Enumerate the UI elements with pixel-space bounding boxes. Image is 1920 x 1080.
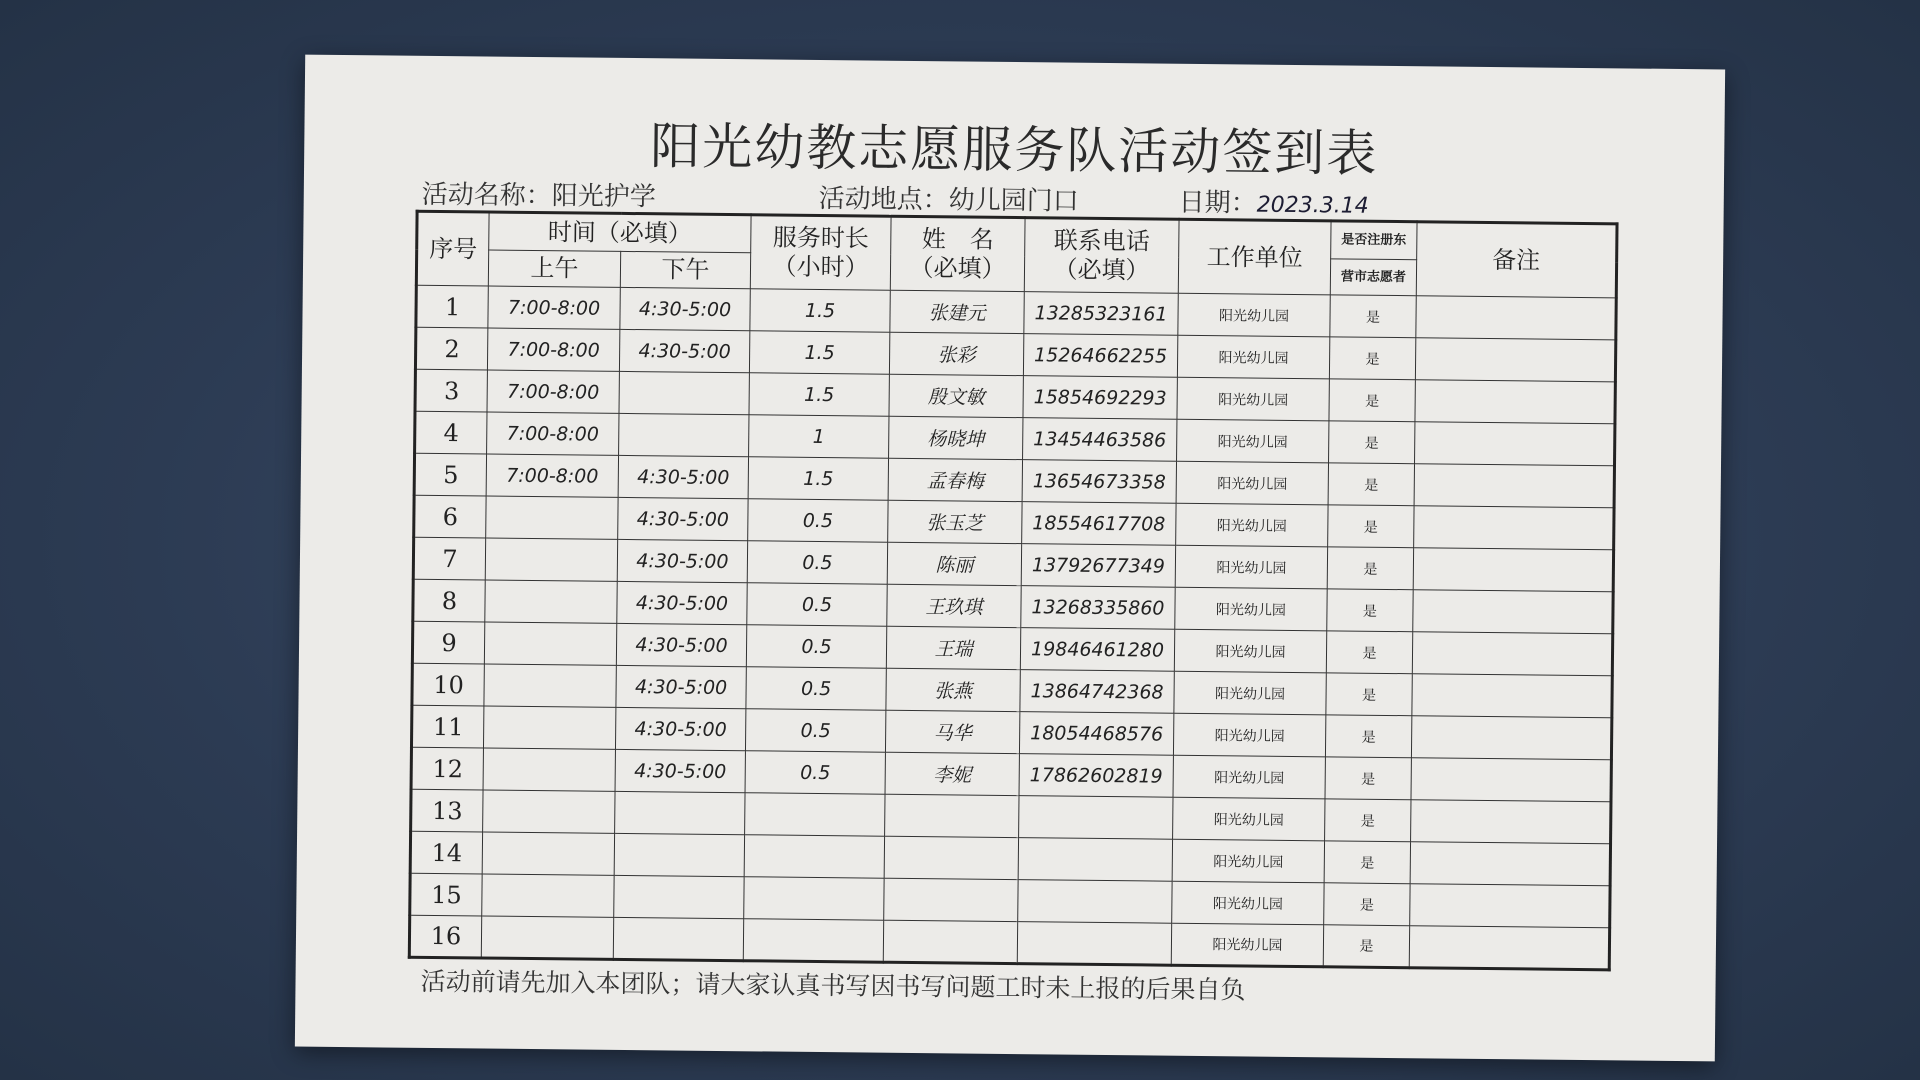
cell-remark xyxy=(1412,674,1612,718)
cell-service-hours: 0.5 xyxy=(745,709,885,752)
cell-registered: 是 xyxy=(1328,463,1414,506)
cell-service-hours: 1 xyxy=(749,415,889,458)
cell-phone: 13792677349 xyxy=(1021,544,1175,588)
cell-registered: 是 xyxy=(1328,505,1414,548)
cell-phone: 18054468576 xyxy=(1019,712,1173,756)
cell-am-time xyxy=(483,790,615,833)
cell-service-hours: 1.5 xyxy=(748,457,888,500)
row-number: 11 xyxy=(411,705,483,748)
cell-unit: 阳光幼儿园 xyxy=(1173,797,1325,841)
row-number: 10 xyxy=(412,663,484,706)
cell-pm-time: 4:30-5:00 xyxy=(620,287,750,330)
cell-service-hours: 0.5 xyxy=(746,667,886,710)
header-registered-line2: 营市志愿者 xyxy=(1330,259,1416,296)
cell-name xyxy=(884,836,1018,879)
cell-unit: 阳光幼儿园 xyxy=(1177,419,1329,463)
cell-pm-time xyxy=(615,791,745,834)
header-unit: 工作单位 xyxy=(1178,219,1331,295)
cell-name: 马华 xyxy=(885,710,1019,753)
activity-location-field xyxy=(819,178,1079,218)
cell-am-time xyxy=(482,832,614,875)
cell-name: 孟春梅 xyxy=(888,458,1022,501)
cell-name: 张彩 xyxy=(889,332,1023,375)
cell-service-hours: 0.5 xyxy=(748,499,888,542)
cell-registered: 是 xyxy=(1324,883,1410,926)
cell-unit: 阳光幼儿园 xyxy=(1176,503,1328,547)
cell-remark xyxy=(1413,590,1613,634)
cell-am-time: 7:00-8:00 xyxy=(487,328,619,371)
cell-am-time xyxy=(485,580,617,623)
row-number: 8 xyxy=(413,579,485,622)
cell-pm-time: 4:30-5:00 xyxy=(616,623,746,666)
cell-service-hours: 0.5 xyxy=(745,751,885,794)
cell-service-hours: 0.5 xyxy=(746,625,886,668)
cell-service-hours: 0.5 xyxy=(747,541,887,584)
cell-registered: 是 xyxy=(1329,379,1415,422)
activity-name-label: 活动名称： xyxy=(421,179,552,212)
sign-in-table xyxy=(408,210,1619,972)
cell-am-time: 7:00-8:00 xyxy=(487,370,619,413)
cell-am-time: 7:00-8:00 xyxy=(488,286,620,329)
cell-remark xyxy=(1411,800,1611,844)
cell-am-time xyxy=(483,706,615,749)
cell-pm-time xyxy=(613,917,743,960)
row-number: 6 xyxy=(414,495,486,538)
cell-name: 张玉芝 xyxy=(888,500,1022,543)
header-phone-line1: 联系电话 xyxy=(1053,226,1150,256)
cell-pm-time xyxy=(614,833,744,876)
cell-remark xyxy=(1410,842,1610,886)
cell-name: 王瑞 xyxy=(886,626,1020,669)
row-number: 1 xyxy=(416,285,488,328)
row-number: 2 xyxy=(415,327,487,370)
cell-phone: 13454463586 xyxy=(1023,418,1177,462)
table-body xyxy=(409,285,1616,970)
cell-registered: 是 xyxy=(1329,337,1415,380)
header-duration-line1: 服务时长 xyxy=(772,223,869,253)
cell-unit: 阳光幼儿园 xyxy=(1174,671,1326,715)
cell-name xyxy=(883,920,1017,963)
cell-phone xyxy=(1019,796,1173,840)
row-number: 13 xyxy=(411,789,483,832)
activity-location-value: 幼儿园门口 xyxy=(948,185,1079,217)
cell-unit: 阳光幼儿园 xyxy=(1175,545,1327,589)
cell-am-time xyxy=(486,496,618,539)
cell-registered: 是 xyxy=(1323,925,1409,968)
row-number: 12 xyxy=(411,747,483,790)
cell-unit: 阳光幼儿园 xyxy=(1177,335,1329,379)
header-name xyxy=(890,216,1025,291)
cell-remark xyxy=(1414,464,1614,508)
cell-am-time xyxy=(484,664,616,707)
cell-remark xyxy=(1409,926,1609,970)
activity-name-field xyxy=(422,174,656,213)
cell-pm-time xyxy=(619,371,749,414)
cell-phone: 18554617708 xyxy=(1022,502,1176,546)
cell-phone: 13864742368 xyxy=(1020,670,1174,714)
header-phone xyxy=(1024,218,1179,294)
header-registered-line1: 是否注册东 xyxy=(1331,221,1417,260)
cell-registered: 是 xyxy=(1325,757,1411,800)
row-number: 7 xyxy=(413,537,485,580)
sheet-title: 阳光幼教志愿服务队活动签到表 xyxy=(649,117,1379,183)
cell-pm-time xyxy=(614,875,744,918)
cell-name: 杨晓坤 xyxy=(889,416,1023,459)
cell-phone xyxy=(1017,922,1171,966)
cell-name: 殷文敏 xyxy=(889,374,1023,417)
cell-unit: 阳光幼儿园 xyxy=(1171,923,1323,967)
cell-am-time: 7:00-8:00 xyxy=(487,412,619,455)
header-seq: 序号 xyxy=(416,211,489,286)
cell-am-time xyxy=(484,622,616,665)
header-name-line2: （必填） xyxy=(909,253,1006,283)
cell-phone: 13268335860 xyxy=(1021,586,1175,630)
row-number: 9 xyxy=(412,621,484,664)
cell-unit: 阳光幼儿园 xyxy=(1178,293,1330,337)
header-name-line1: 姓 名 xyxy=(921,225,994,255)
cell-registered: 是 xyxy=(1326,631,1412,674)
cell-pm-time: 4:30-5:00 xyxy=(618,455,748,498)
header-duration-line2: （小时） xyxy=(772,252,869,282)
row-number: 14 xyxy=(410,831,482,874)
cell-name: 张建元 xyxy=(890,290,1024,333)
cell-registered: 是 xyxy=(1327,589,1413,632)
row-number: 5 xyxy=(414,453,486,496)
cell-remark xyxy=(1415,338,1615,382)
cell-registered: 是 xyxy=(1325,799,1411,842)
cell-service-hours: 1.5 xyxy=(750,289,890,332)
cell-service-hours: 1.5 xyxy=(749,331,889,374)
cell-remark xyxy=(1411,758,1611,802)
row-number: 15 xyxy=(410,873,482,916)
cell-service-hours: 1.5 xyxy=(749,373,889,416)
cell-pm-time: 4:30-5:00 xyxy=(616,665,746,708)
header-remark: 备注 xyxy=(1416,222,1617,298)
cell-phone xyxy=(1018,880,1172,924)
cell-registered: 是 xyxy=(1326,673,1412,716)
cell-unit: 阳光幼儿园 xyxy=(1173,713,1325,757)
activity-date-label: 日期： xyxy=(1178,187,1257,219)
cell-service-hours xyxy=(743,919,883,962)
cell-name: 张燕 xyxy=(886,668,1020,711)
cell-remark xyxy=(1415,380,1615,424)
cell-am-time xyxy=(481,916,613,959)
row-number: 16 xyxy=(409,915,481,958)
cell-pm-time: 4:30-5:00 xyxy=(615,749,745,792)
cell-unit: 阳光幼儿园 xyxy=(1174,629,1326,673)
activity-date-field xyxy=(1179,182,1369,221)
cell-phone: 15264662255 xyxy=(1023,334,1177,378)
cell-name xyxy=(885,794,1019,837)
cell-service-hours xyxy=(744,835,884,878)
header-duration xyxy=(750,215,891,290)
cell-remark xyxy=(1413,548,1613,592)
cell-phone: 17862602819 xyxy=(1019,754,1173,798)
cell-unit: 阳光幼儿园 xyxy=(1177,377,1329,421)
cell-remark xyxy=(1415,422,1615,466)
cell-am-time: 7:00-8:00 xyxy=(486,454,618,497)
cell-name: 陈丽 xyxy=(887,542,1021,585)
cell-phone: 13654673358 xyxy=(1022,460,1176,504)
cell-unit: 阳光幼儿园 xyxy=(1175,587,1327,631)
cell-remark xyxy=(1416,296,1616,340)
cell-name xyxy=(884,878,1018,921)
cell-phone: 19846461280 xyxy=(1020,628,1174,672)
row-number: 4 xyxy=(415,411,487,454)
cell-phone: 13285323161 xyxy=(1024,292,1178,336)
cell-pm-time: 4:30-5:00 xyxy=(615,707,745,750)
sign-in-sheet xyxy=(295,55,1725,1062)
footer-note: 活动前请先加入本团队；请大家认真书写因书写问题工时未上报的后果自负 xyxy=(420,966,1246,1005)
cell-name: 王玖琪 xyxy=(887,584,1021,627)
cell-unit: 阳光幼儿园 xyxy=(1176,461,1328,505)
cell-service-hours: 0.5 xyxy=(747,583,887,626)
cell-remark xyxy=(1414,506,1614,550)
activity-name-value: 阳光护学 xyxy=(551,181,656,213)
cell-service-hours xyxy=(744,877,884,920)
cell-unit: 阳光幼儿园 xyxy=(1172,839,1324,883)
activity-location-label: 活动地点： xyxy=(818,183,949,216)
header-pm: 下午 xyxy=(620,251,750,288)
cell-remark xyxy=(1410,884,1610,928)
row-number: 3 xyxy=(415,369,487,412)
cell-phone xyxy=(1018,838,1172,882)
cell-am-time xyxy=(482,874,614,917)
cell-remark xyxy=(1412,632,1612,676)
activity-date-value: 2023.3.14 xyxy=(1256,192,1369,219)
cell-registered: 是 xyxy=(1324,841,1410,884)
cell-pm-time: 4:30-5:00 xyxy=(617,581,747,624)
header-time: 时间（必填） xyxy=(489,212,751,253)
cell-pm-time: 4:30-5:00 xyxy=(619,329,749,372)
cell-phone: 15854692293 xyxy=(1023,376,1177,420)
header-am: 上午 xyxy=(488,250,620,287)
cell-unit: 阳光幼儿园 xyxy=(1172,881,1324,925)
cell-pm-time xyxy=(619,413,749,456)
cell-pm-time: 4:30-5:00 xyxy=(617,539,747,582)
cell-registered: 是 xyxy=(1325,715,1411,758)
cell-registered: 是 xyxy=(1327,547,1413,590)
cell-name: 李妮 xyxy=(885,752,1019,795)
cell-unit: 阳光幼儿园 xyxy=(1173,755,1325,799)
cell-remark xyxy=(1411,716,1611,760)
header-phone-line2: （必填） xyxy=(1053,255,1150,285)
cell-registered: 是 xyxy=(1329,421,1415,464)
cell-am-time xyxy=(485,538,617,581)
cell-pm-time: 4:30-5:00 xyxy=(618,497,748,540)
cell-service-hours xyxy=(745,793,885,836)
cell-registered: 是 xyxy=(1330,295,1416,338)
cell-am-time xyxy=(483,748,615,791)
